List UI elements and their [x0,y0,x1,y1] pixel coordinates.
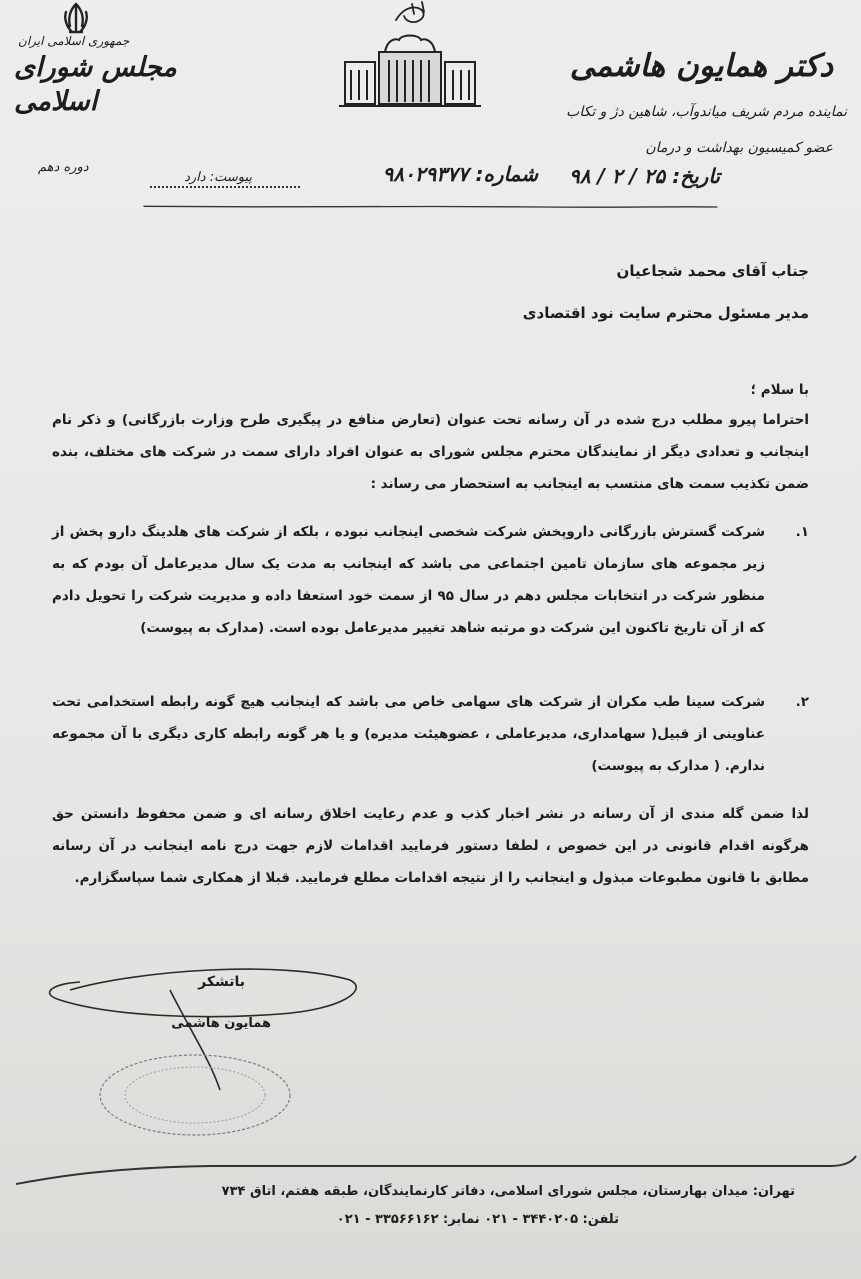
greeting: با سلام ؛ [750,382,809,398]
signature-name: همایون هاشمی [171,1016,271,1031]
list-item-text: شرکت سینا طب مکران از شرکت های سهامی خاص می باشد که اینجانب هیچ گونه رابطه استخدامی تحت عناوینی از قبیل( سهامداری، مدیرعاملی ، عضوهیئت مدیره) و یا هر گونه رابطه کاری دیگری با آن مجموعه ندارم. ( مدارک به پیوست) [52,694,765,774]
enclosure-dotted-line [150,186,300,188]
list-item-number: ۲. [795,694,809,710]
iran-emblem-icon [58,2,94,36]
list-item-text: شرکت گسترش بازرگانی داروپخش شرکت شخصی اینجانب نبوده ، بلکه از شرکت های هلدینگ دارو پخش از زیر مجموعه های سازمان تامین اجتماعی می باشد که اینجانب به مدت یک سال مدیرعامل آن بودم که به منظور شرکت در انتخابات مجلس دهم در سال ۹۵ از سمت خود استعفا داده و مدیریت شرکت را تحویل دادم که از آن تاریخ تاکنون این شرکت دو مرتبه شاهد تغییر مدیرعامل بوده است. (مدارک به پیوست) [52,524,765,636]
recipient-name: جناب آقای محمد شجاعیان [616,262,809,280]
intro-paragraph: احتراما پیرو مطلب درج شده در آن رسانه تحت عنوان (تعارض منافع در پیگیری طرح وزارت بازرگانی) و ذکر نام اینجانب و تعدادی دیگر از نمایندگان محترم مجلس شورای به عنوان افراد دارای سمت در شرکت های مختلف، بنده ضمن تکذیب سمت های منتسب به اینجانب به استحضار می رساند : [52,412,809,492]
sender-name: دکتر همایون هاشمی [569,48,833,84]
header-divider [0,205,861,209]
sender-constituency: نماینده مردم شریف میاندوآب، شاهین دژ و تکاب [566,104,847,120]
footer-phones: تلفن: ۳۴۴۰۲۰۵ - ۰۲۱ نمابر: ۳۳۵۶۶۱۶۲ - ۰۲۱ [336,1212,619,1227]
term-line: دوره دهم [38,160,89,175]
recipient-title: مدیر مسئول محترم سایت نود اقتصادی [522,304,809,322]
letter-number: شماره: ۹۸۰۲۹۳۷۷ [382,162,538,186]
footer-address: تهران: میدان بهارستان، مجلس شورای اسلامی، دفاتر کارنمایندگان، طبقه هفتم، اتاق ۷۳۴ [221,1184,795,1199]
letterhead [0,0,861,215]
letter-enclosure: پیوست: دارد [184,170,252,185]
list-item [52,516,809,644]
signature-thanks: باتشکر [198,974,245,990]
majlis-line1: مجلس شورای [14,52,177,83]
republic-line: جمهوری اسلامی ایران [18,34,130,48]
sender-committee: عضو کمیسیون بهداشت و درمان [645,140,833,156]
closing-paragraph: لذا ضمن گله مندی از آن رسانه در نشر اخبار کذب و عدم رعایت اخلاق رسانه ای و ضمن محفوظ دانستن حق هرگونه اقدام قانونی در این خصوص ، لطفا دستور فرمایید اقدامات لازم جهت درج نامه اینجانب در آن رسانه مطابق با قانون مطبوعات مبذول و اینجانب را از نتیجه اقدامات مطلع فرمایید. قبلا از همکاری شما سپاسگزارم. [52,806,809,886]
bismillah-calligraphy [392,0,432,28]
letter-meta-row [150,158,720,198]
parliament-building-icon [335,30,485,110]
list-item [52,686,809,782]
letter-date: تاریخ: ۲۵ / ۲ / ۹۸ [569,164,720,188]
majlis-line2: اسلامی [14,86,98,117]
list-item-number: ۱. [795,524,809,540]
